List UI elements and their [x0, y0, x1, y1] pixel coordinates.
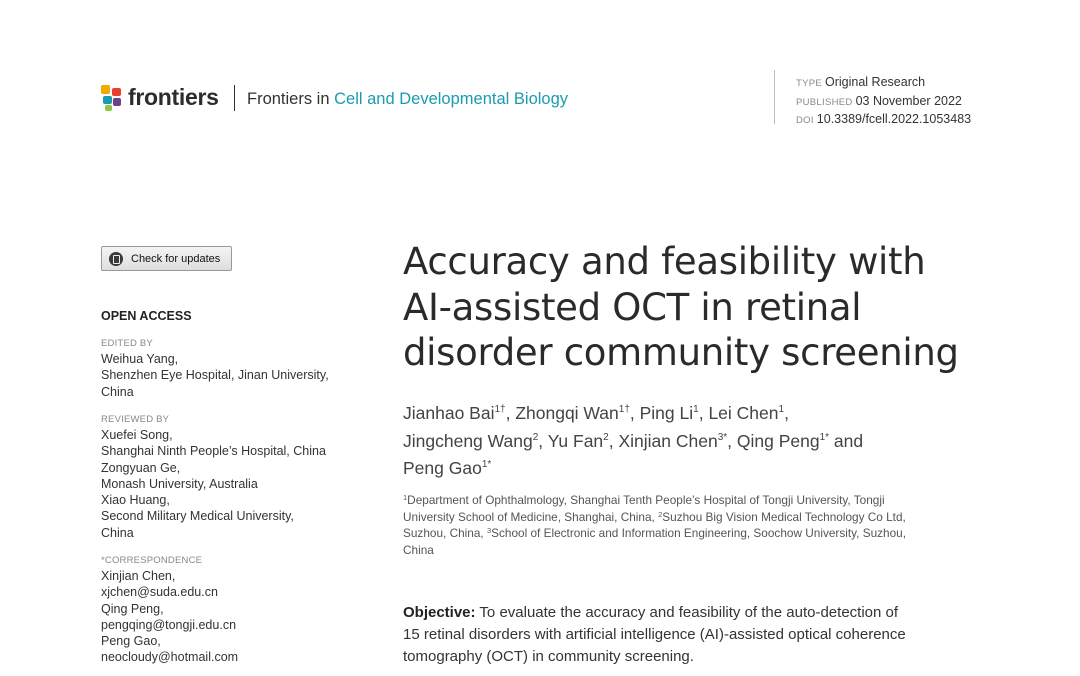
edited-by-content: [101, 351, 346, 400]
author-separator: ,: [505, 403, 516, 423]
author-affiliation-mark: 1†: [494, 404, 506, 415]
author-separator: and: [829, 430, 864, 451]
author-name[interactable]: Xinjian Chen: [618, 430, 718, 451]
affiliation-number: 2: [658, 509, 663, 519]
correspondent-name: Qing Peng,: [101, 601, 164, 616]
logo-text: frontiers: [128, 84, 219, 110]
affiliation-text: Suzhou Big Vision Medical Technology Co Ltd,: [662, 509, 906, 524]
author-name[interactable]: Lei Chen: [708, 403, 779, 423]
journal-prefix: Frontiers in: [247, 90, 330, 108]
author-name[interactable]: Qing Peng: [736, 430, 820, 451]
author-separator: ,: [538, 430, 548, 451]
author-affiliation-mark: 2: [532, 431, 539, 443]
author-separator: ,: [784, 403, 789, 423]
author-name[interactable]: Yu Fan: [547, 430, 604, 451]
author-name[interactable]: Jianhao Bai: [403, 403, 495, 423]
affiliation-text: School of Electronic and Information Engineering, Soochow University, Suzhou,: [491, 526, 906, 540]
type-value: Original Research: [825, 75, 926, 89]
editor-line: Shenzhen Eye Hospital, Jinan University,: [101, 368, 329, 383]
reviewer-line: Second Military Medical University,: [101, 509, 294, 524]
article-meta: [796, 74, 971, 130]
author-list: [403, 400, 983, 483]
article-title: [403, 239, 959, 376]
author-separator: ,: [629, 403, 640, 423]
doi-link[interactable]: 10.3389/fcell.2022.1053483: [816, 112, 972, 126]
author-separator: ,: [698, 403, 709, 423]
author-affiliation-mark: 1*: [481, 459, 492, 470]
objective-text: 15 retinal disorders with artificial intelligence (AI)-assisted optical coherence: [403, 626, 906, 643]
published-value: 03 November 2022: [855, 93, 962, 108]
correspondent-email[interactable]: neocloudy@hotmail.com: [101, 650, 239, 665]
author-affiliation-mark: 2: [603, 431, 609, 443]
reviewer-line: Xuefei Song,: [101, 428, 173, 442]
affiliation-text: Department of Ophthalmology, Shanghai Tenth People’s Hospital of Tongji University, Tongji: [407, 493, 885, 507]
title-line: disorder community screening: [403, 331, 959, 374]
reviewer-line: Zongyuan Ge,: [101, 460, 181, 475]
objective-text: To evaluate the accuracy and feasibility of the auto-detection of: [475, 604, 899, 621]
affiliations: [403, 492, 975, 558]
objective-label: Objective:: [403, 604, 476, 621]
check-for-updates-button[interactable]: [101, 246, 232, 271]
crossmark-icon: [109, 252, 123, 266]
editor-line: China: [101, 384, 134, 399]
check-for-updates-label: Check for updates: [131, 252, 221, 265]
reviewer-line: China: [101, 525, 134, 540]
type-label: TYPE: [796, 78, 823, 89]
meta-divider: [774, 70, 775, 124]
frontiers-logo[interactable]: [101, 84, 219, 111]
author-affiliation-mark: 1: [693, 404, 699, 415]
author-name[interactable]: Peng Gao: [403, 458, 482, 478]
author-name[interactable]: Zhongqi Wan: [515, 403, 619, 423]
correspondent-email[interactable]: pengqing@tongji.edu.cn: [101, 617, 237, 632]
author-name[interactable]: Jingcheng Wang: [403, 430, 533, 451]
affiliation-number: 3: [486, 526, 492, 535]
correspondence-label: *CORRESPONDENCE: [101, 555, 203, 566]
published-label: PUBLISHED: [796, 96, 853, 108]
correspondence-content: [101, 568, 346, 666]
affiliation-text: China: [403, 542, 434, 557]
objective-text: tomography (OCT) in community screening.: [403, 648, 694, 665]
affiliation-number: 1: [403, 493, 408, 502]
doi-label: DOI: [796, 115, 814, 126]
author-separator: ,: [727, 430, 737, 451]
header-divider: [234, 85, 235, 111]
correspondent-email[interactable]: xjchen@suda.edu.cn: [101, 585, 218, 600]
frontiers-logo-icon: [101, 85, 123, 111]
author-affiliation-mark: 1*: [819, 431, 830, 443]
abstract-objective: [403, 602, 981, 668]
reviewed-by-label: REVIEWED BY: [101, 414, 170, 425]
reviewer-line: Xiao Huang,: [101, 493, 170, 508]
title-line: AI-assisted OCT in retinal: [403, 285, 862, 329]
correspondent-name: Peng Gao,: [101, 634, 161, 649]
author-separator: ,: [608, 430, 619, 451]
reviewer-line: Monash University, Australia: [101, 476, 258, 491]
editor-line: Weihua Yang,: [101, 352, 179, 366]
open-access-label: OPEN ACCESS: [101, 309, 192, 323]
reviewed-by-content: [101, 427, 346, 541]
author-affiliation-mark: 1†: [618, 404, 630, 415]
journal-title: Cell and Developmental Biology: [334, 90, 569, 108]
title-line: Accuracy and feasibility with: [403, 240, 926, 283]
edited-by-label: EDITED BY: [101, 338, 153, 349]
author-affiliation-mark: 3*: [717, 431, 728, 443]
correspondent-name: Xinjian Chen,: [101, 569, 176, 583]
affiliation-text: University School of Medicine, Shanghai, China,: [403, 509, 659, 524]
journal-name[interactable]: [247, 90, 568, 109]
affiliation-text: Suzhou, China,: [403, 526, 487, 540]
reviewer-line: Shanghai Ninth People’s Hospital, China: [101, 444, 326, 459]
author-affiliation-mark: 1: [778, 404, 785, 415]
author-name[interactable]: Ping Li: [639, 403, 694, 423]
